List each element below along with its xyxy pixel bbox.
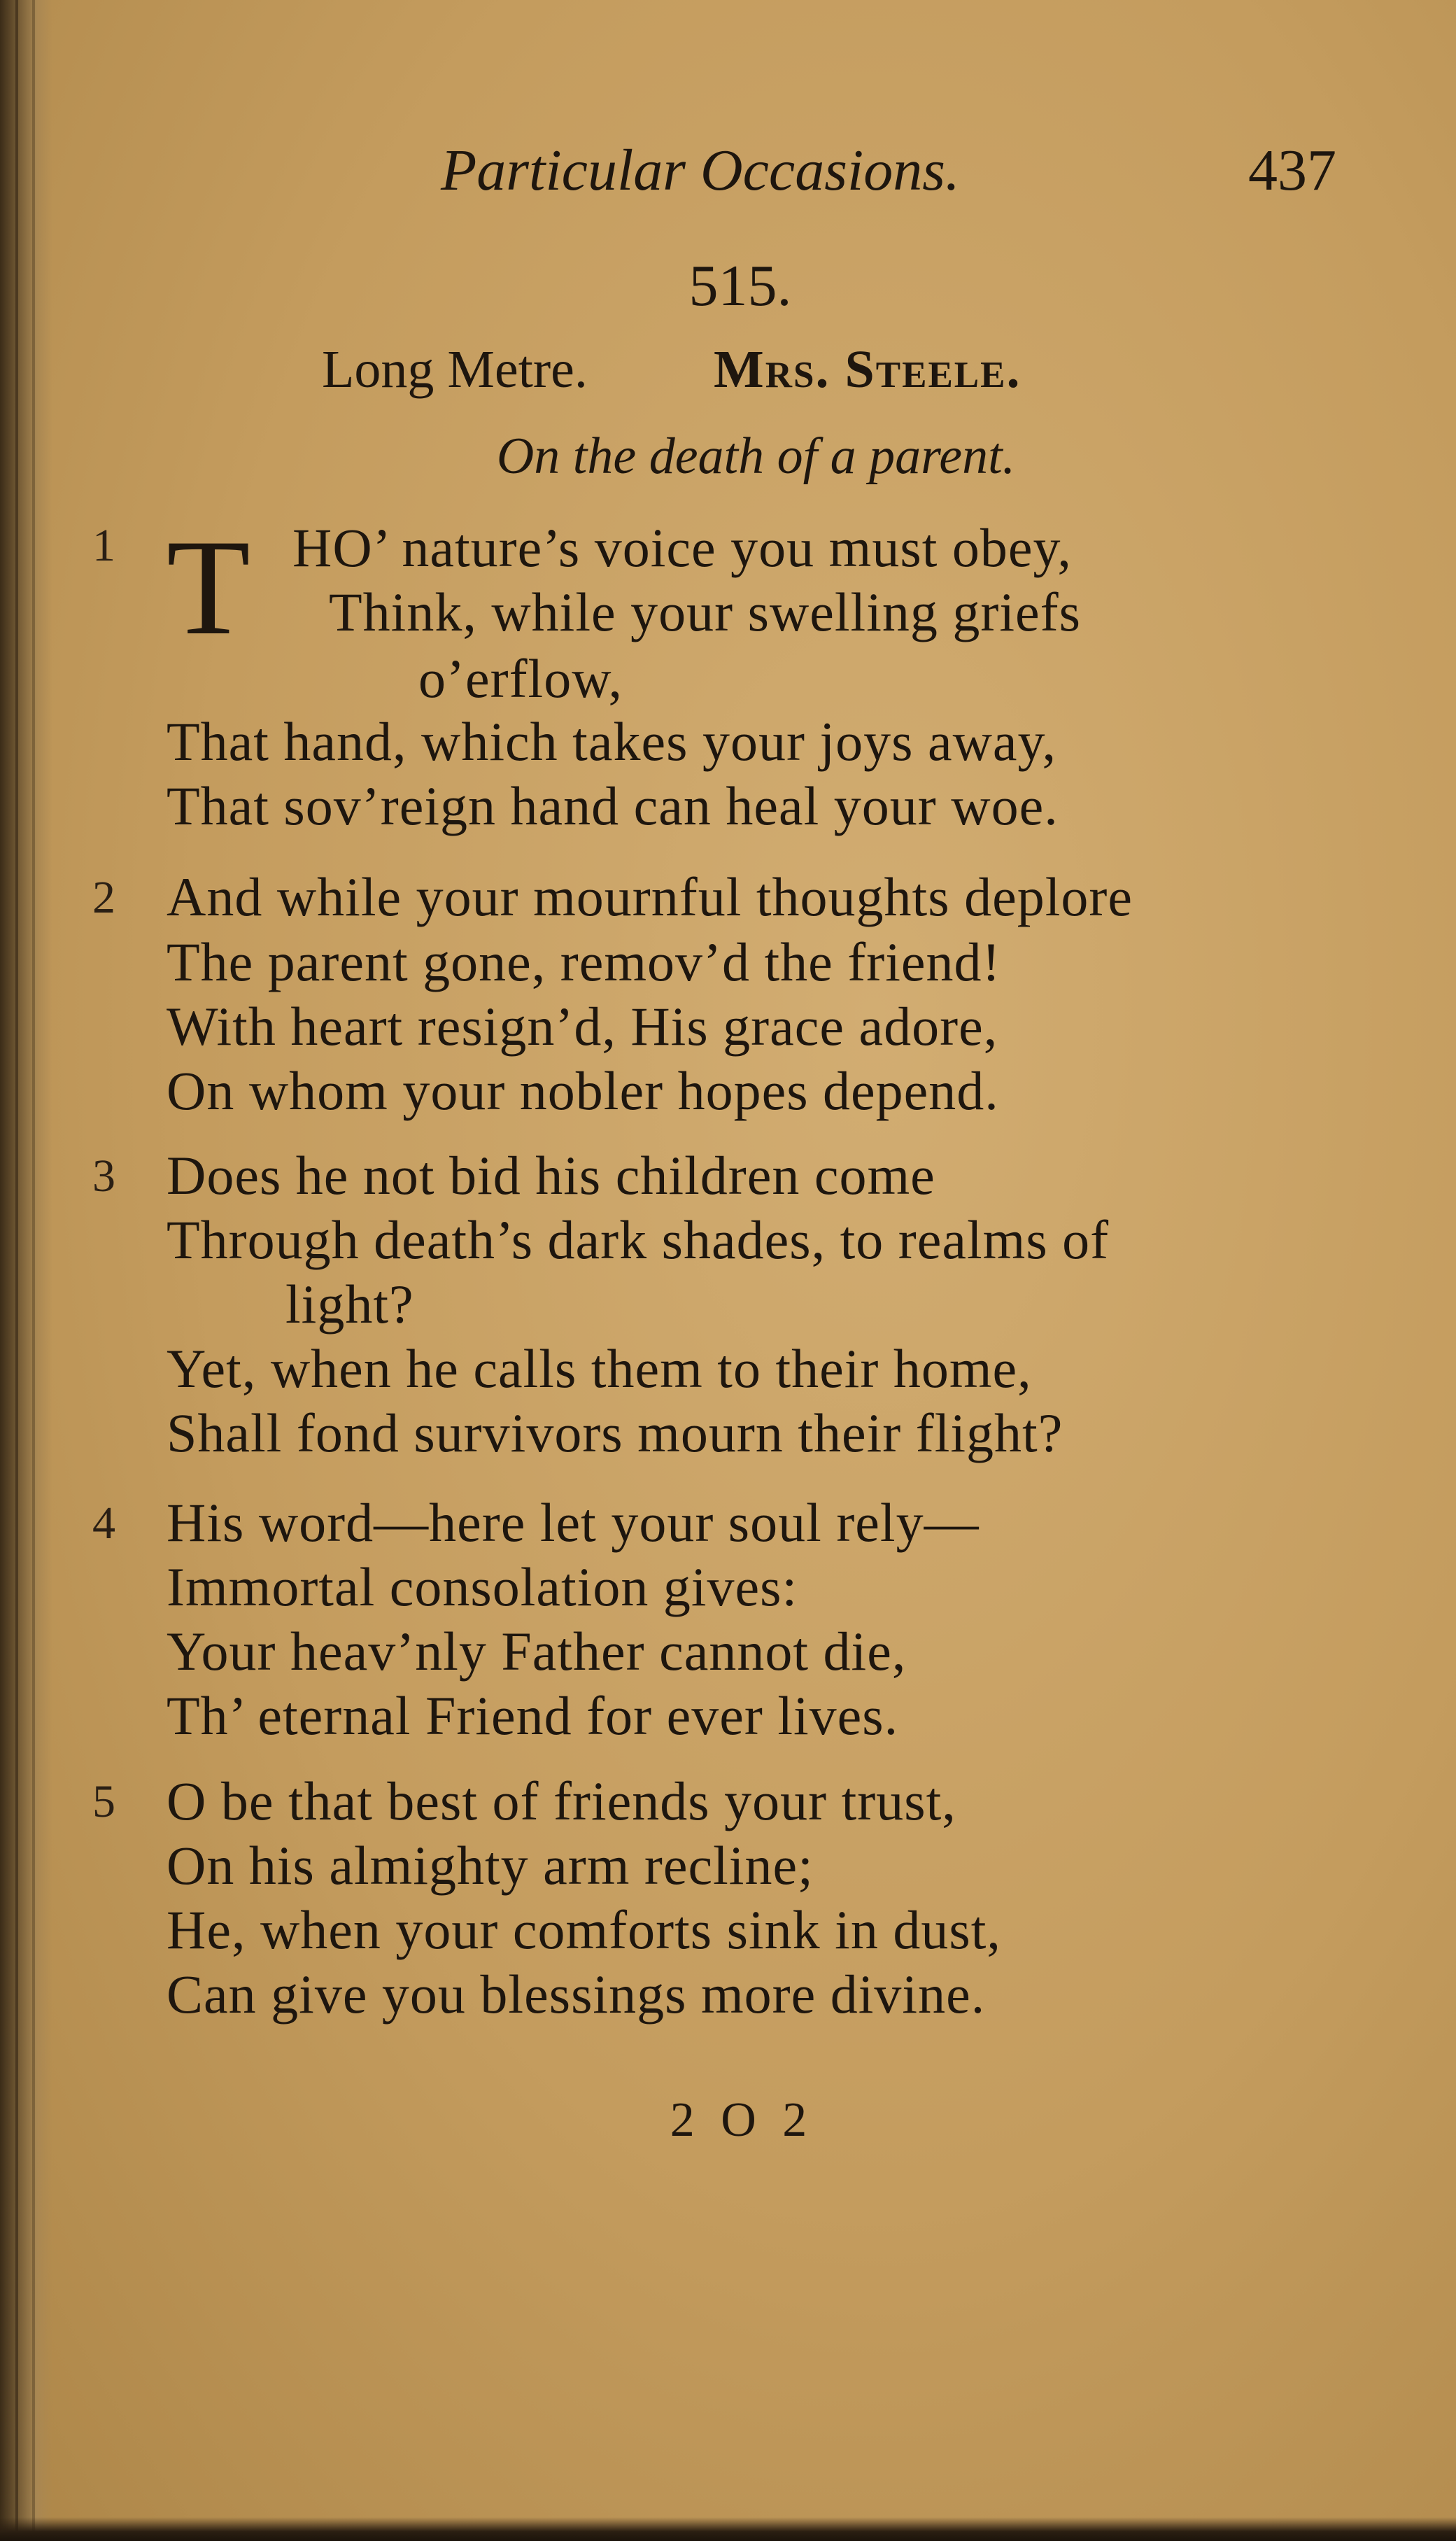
hymn-subtitle: On the death of a parent. — [496, 428, 1016, 485]
verse-line: Your heav’nly Father cannot die, — [167, 1621, 907, 1682]
verse-line: And while your mournful thoughts deplore — [167, 866, 1133, 927]
verse-line: That hand, which takes your joys away, — [167, 711, 1056, 772]
verse-line: His word—here let your soul rely— — [167, 1492, 980, 1553]
stanza-number: 1 — [92, 520, 115, 571]
verse-line: Through death’s dark shades, to realms of — [167, 1209, 1110, 1270]
gutter-line — [15, 0, 18, 2541]
verse-line: With heart resign’d, His grace adore, — [167, 996, 998, 1057]
page-number: 437 — [1248, 138, 1336, 203]
gutter-line — [32, 0, 35, 2541]
page-gutter — [0, 0, 52, 2541]
verse-line: Shall fond survivors mourn their flight? — [167, 1402, 1063, 1463]
verse-line: Does he not bid his children come — [167, 1145, 935, 1206]
verse-line: Yet, when he calls them to their home, — [167, 1338, 1032, 1399]
running-title: Particular Occasions. — [441, 138, 960, 203]
stanza-number: 2 — [92, 872, 115, 923]
verse-line: On whom your nobler hopes depend. — [167, 1060, 999, 1121]
running-head — [434, 136, 1336, 213]
verse-line: Think, while your swelling griefs — [329, 582, 1081, 642]
verse-line: He, when your comforts sink in dust, — [167, 1899, 1001, 1960]
verse-line: o’erflow, — [418, 648, 623, 709]
verse-line: Can give you blessings more divine. — [167, 1964, 986, 2025]
signature-mark: 2 O 2 — [670, 2093, 814, 2147]
page-bottom-edge — [0, 2517, 1456, 2541]
verse-line: On his almighty arm recline; — [167, 1835, 814, 1896]
hymn-number: 515. — [688, 253, 792, 318]
verse-line: That sov’reign hand can heal your woe. — [167, 775, 1059, 836]
verse-line: O be that best of friends your trust, — [167, 1771, 956, 1831]
verse-line: Immortal consolation gives: — [167, 1556, 798, 1617]
meter-line — [322, 339, 1245, 400]
drop-cap: T — [167, 512, 250, 663]
verse-line: Th’ eternal Friend for ever lives. — [167, 1685, 899, 1746]
verse-line: light? — [285, 1274, 414, 1335]
verse-line: The parent gone, remov’d the friend! — [167, 931, 1001, 992]
hymn-author: Mrs. Steele. — [714, 340, 1022, 399]
stanza-number: 3 — [92, 1150, 115, 1202]
hymn-meter: Long Metre. — [322, 340, 588, 399]
verse-line: HO’ nature’s voice you must obey, — [292, 517, 1072, 578]
stanza-number: 4 — [92, 1498, 115, 1549]
stanza-number: 5 — [92, 1776, 115, 1827]
